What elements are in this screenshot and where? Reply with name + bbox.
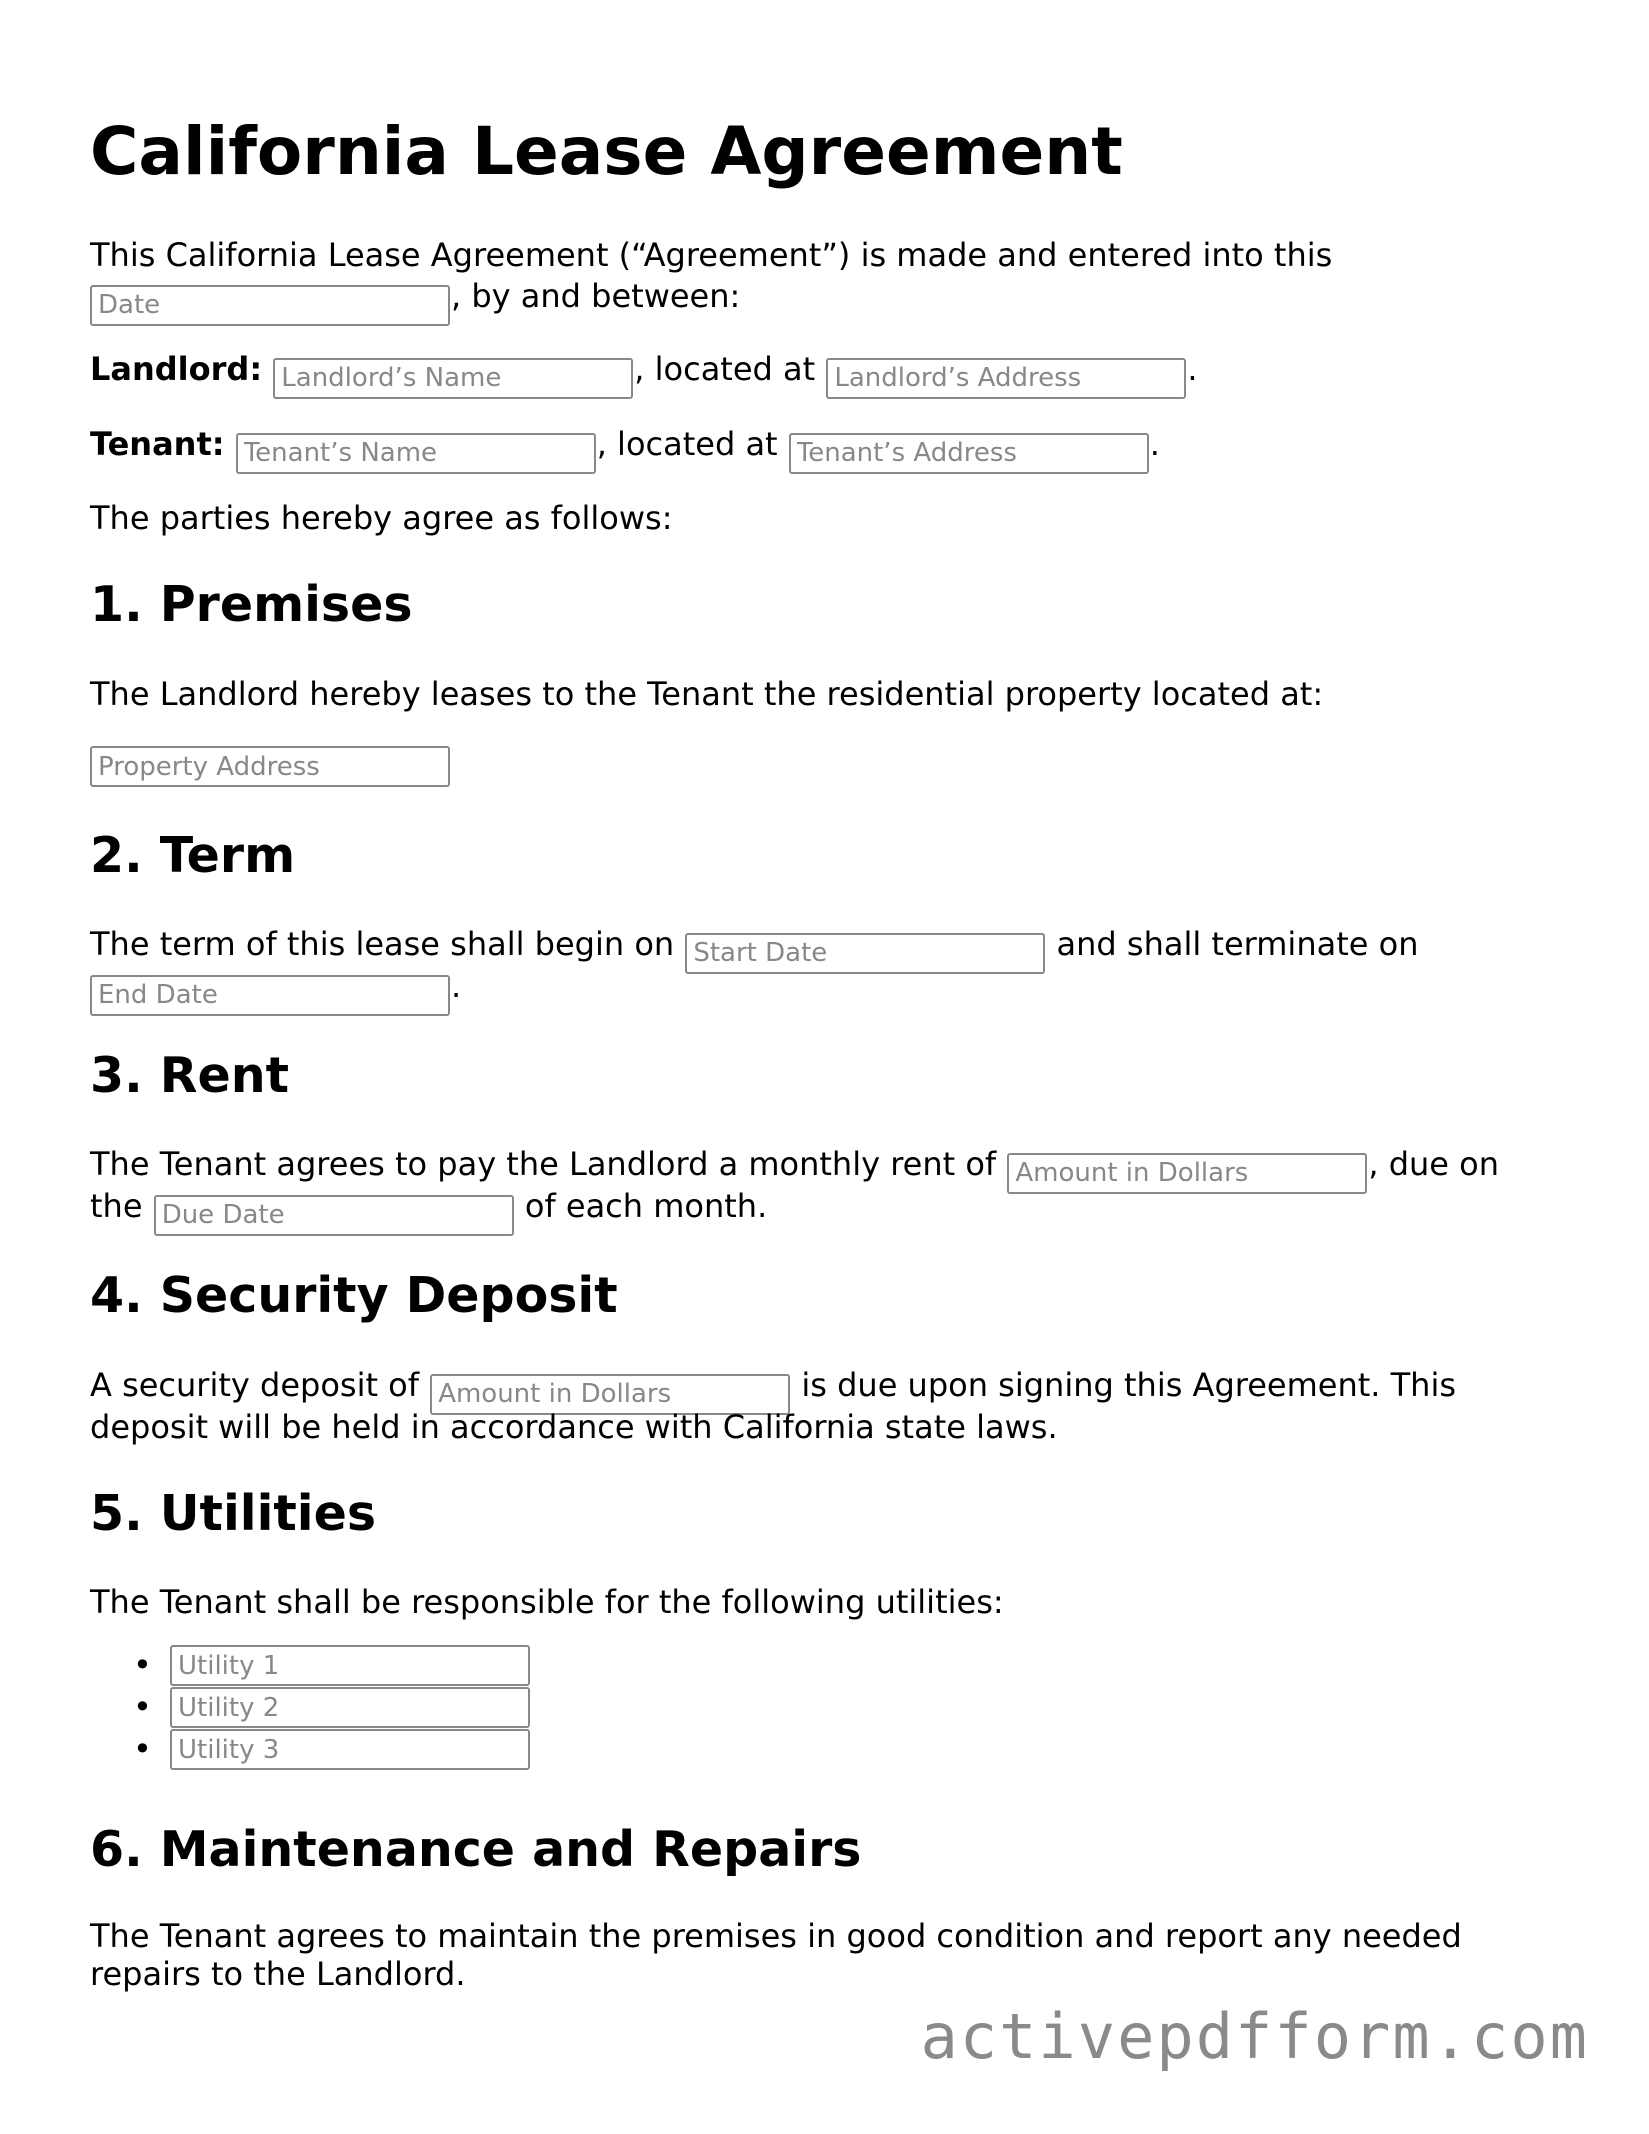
rent-amount-field[interactable] (1007, 1153, 1367, 1194)
agreement-date-field[interactable] (90, 285, 450, 326)
property-address-field[interactable] (90, 746, 450, 787)
bullet-icon: • (133, 1688, 152, 1726)
list-item (90, 1645, 530, 1687)
term-heading: 2. Term (90, 827, 296, 884)
list-item (90, 1729, 530, 1771)
start-date-field[interactable] (685, 933, 1045, 974)
document-title: California Lease Agreement (90, 113, 1123, 190)
utility-3-field[interactable] (170, 1729, 530, 1770)
tenant-name-field[interactable] (236, 433, 596, 474)
watermark: activepdfform.com (920, 2000, 1589, 2073)
premises-address-block (90, 746, 450, 787)
rent-text-before: The Tenant agrees to pay the Landlord a monthly rent of (90, 1145, 997, 1183)
utilities-list (90, 1645, 530, 1771)
deposit-text-after: is due upon signing this Agreement. This (801, 1366, 1456, 1404)
term-text-before: The term of this lease shall begin on (90, 925, 675, 963)
tenant-address-field[interactable] (789, 433, 1149, 474)
landlord-line (90, 348, 1198, 399)
rent-due-date-field[interactable] (154, 1195, 514, 1236)
term-line-2 (90, 965, 461, 1016)
landlord-name-field[interactable] (273, 358, 633, 399)
landlord-end: . (1187, 350, 1198, 388)
intro-text: This California Lease Agreement (“Agreement”) is made and entered into this (90, 236, 1333, 274)
tenant-end: . (1149, 425, 1160, 463)
tenant-line (90, 423, 1160, 474)
end-date-field[interactable] (90, 975, 450, 1016)
deposit-heading: 4. Security Deposit (90, 1267, 618, 1324)
premises-text: The Landlord hereby leases to the Tenant the residential property located at: (90, 675, 1324, 713)
term-text-end: . (451, 967, 462, 1005)
utilities-text: The Tenant shall be responsible for the following utilities: (90, 1583, 1004, 1621)
intro-after-date: , by and between: (451, 277, 741, 315)
landlord-address-field[interactable] (826, 358, 1186, 399)
landlord-label: Landlord: (90, 350, 263, 388)
rent-text-end: of each month. (524, 1187, 768, 1225)
tenant-located-at: , located at (596, 425, 778, 463)
rent-heading: 3. Rent (90, 1047, 290, 1104)
utility-1-field[interactable] (170, 1645, 530, 1686)
list-item (90, 1687, 530, 1729)
deposit-text-before: A security deposit of (90, 1366, 420, 1404)
maintenance-line-2: repairs to the Landlord. (90, 1955, 466, 1993)
bullet-icon: • (133, 1730, 152, 1768)
intro-date-line (90, 275, 740, 326)
term-text-middle: and shall terminate on (1056, 925, 1419, 963)
parties-text: The parties hereby agree as follows: (90, 499, 673, 537)
deposit-line-2: deposit will be held in accordance with California state laws. (90, 1408, 1058, 1446)
maintenance-heading: 6. Maintenance and Repairs (90, 1821, 862, 1878)
utility-2-field[interactable] (170, 1687, 530, 1728)
landlord-located-at: , located at (634, 350, 816, 388)
utilities-heading: 5. Utilities (90, 1485, 376, 1542)
premises-heading: 1. Premises (90, 576, 413, 633)
tenant-label: Tenant: (90, 425, 225, 463)
rent-text-the: the (90, 1187, 143, 1225)
rent-text-middle: , due on (1368, 1145, 1500, 1183)
rent-line-2 (90, 1185, 767, 1236)
maintenance-line-1: The Tenant agrees to maintain the premises in good condition and report any needed (90, 1917, 1462, 1955)
intro-line (90, 234, 1332, 276)
bullet-icon: • (133, 1646, 152, 1684)
